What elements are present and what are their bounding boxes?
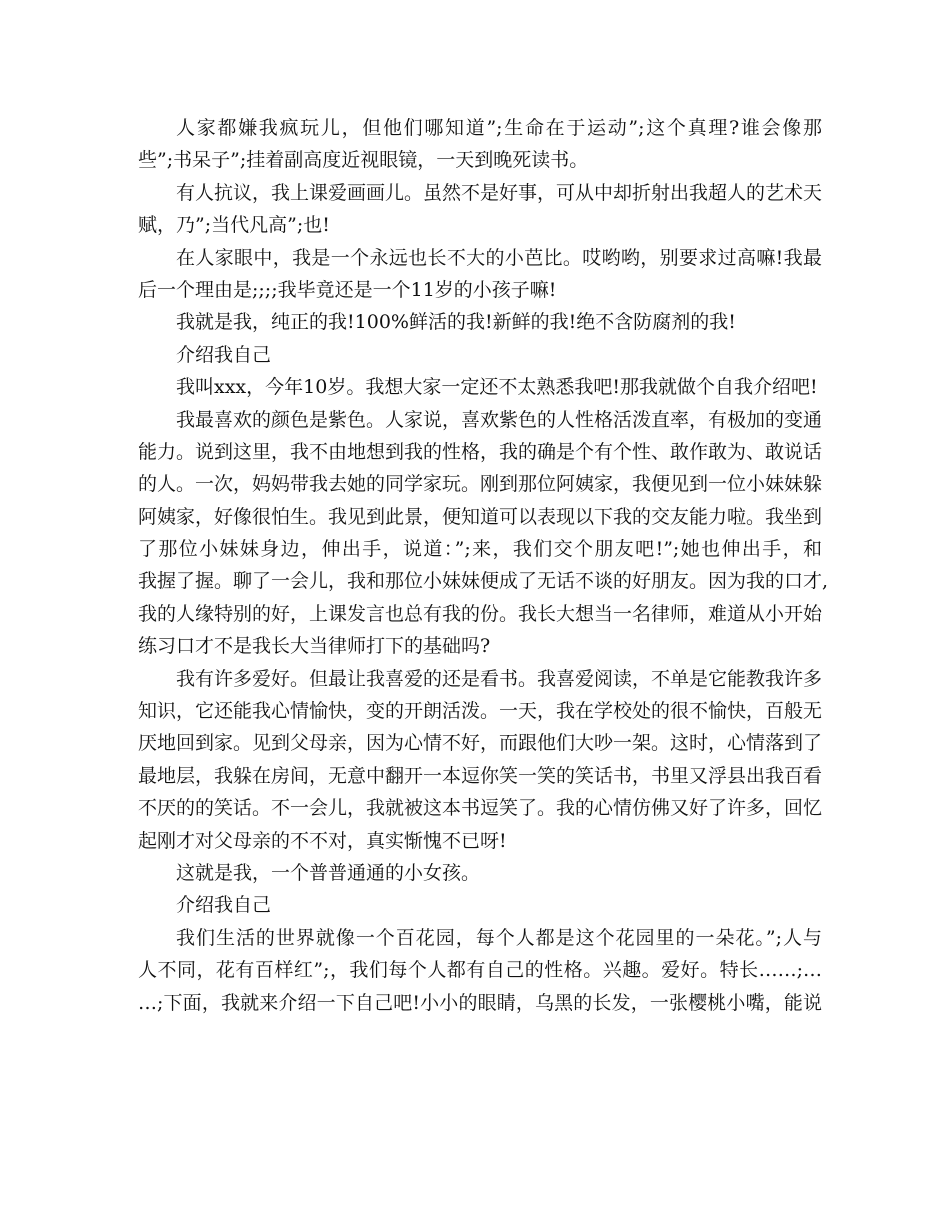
text-line: 最地层，我躲在房间，无意中翻开一本逗你笑一笑的笑话书，书里又浮县出我百看 xyxy=(138,764,823,787)
text-line: 阿姨家，好像很怕生。我见到此景，便知道可以表现以下我的交友能力啦。我坐到 xyxy=(138,505,823,528)
section-heading: 介绍我自己 xyxy=(176,894,272,917)
text-line: 人不同，花有百样红”;，我们每个人都有自己的性格。兴趣。爱好。特长……;… xyxy=(138,959,822,982)
text-line: 起刚才对父母亲的不不对，真实惭愧不已呀! xyxy=(138,829,507,852)
text-line: 了那位小妹妹身边，伸出手，说道：”;来，我们交个朋友吧!”;她也伸出手，和 xyxy=(138,538,822,561)
text-line: 有人抗议，我上课爱画画儿。虽然不是好事，可从中却折射出我超人的艺术天 xyxy=(176,181,823,204)
text-line: 我就是我，纯正的我!100%鲜活的我!新鲜的我!绝不含防腐剂的我! xyxy=(176,311,736,334)
text-line: 后一个理由是;;;;我毕竟还是一个11岁的小孩子嘛! xyxy=(138,278,557,301)
text-line: 这就是我，一个普普通通的小女孩。 xyxy=(176,861,481,884)
text-line: 能力。说到这里，我不由地想到我的性格，我的确是个有个性、敢作敢为、敢说话 xyxy=(138,440,823,463)
text-line: 我的人缘特别的好，上课发言也总有我的份。我长大想当一名律师，难道从小开始 xyxy=(138,602,823,625)
text-line: 我最喜欢的颜色是紫色。人家说，喜欢紫色的人性格活泼直率，有极加的变通 xyxy=(176,408,823,431)
text-line: 练习口才不是我长大当律师打下的基础吗? xyxy=(138,635,491,658)
text-line: 我叫xxx，今年10岁。我想大家一定还不太熟悉我吧!那我就做个自我介绍吧! xyxy=(176,376,818,399)
text-line: 我握了握。聊了一会儿，我和那位小妹妹便成了无话不谈的好朋友。因为我的口才, xyxy=(138,570,829,593)
text-line: 不厌的的笑话。不一会儿，我就被这本书逗笑了。我的心情仿佛又好了许多，回忆 xyxy=(138,797,823,820)
text-line: 的人。一次，妈妈带我去她的同学家玩。刚到那位阿姨家，我便见到一位小妹妹躲 xyxy=(138,473,823,496)
text-line: 我有许多爱好。但最让我喜爱的还是看书。我喜爱阅读，不单是它能教我许多 xyxy=(176,667,823,690)
text-line: 我们生活的世界就像一个百花园，每个人都是这个花园里的一朵花。”;人与 xyxy=(176,926,822,949)
text-line: 赋，乃”;当代凡高”;也! xyxy=(138,214,330,237)
text-line: 人家都嫌我疯玩儿，但他们哪知道”;生命在于运动”;这个真理?谁会像那 xyxy=(176,117,822,139)
text-line: …;下面，我就来介绍一下自己吧!小小的眼睛，乌黑的长发，一张樱桃小嘴，能说 xyxy=(138,991,822,1014)
text-line: 知识，它还能我心情愉快，变的开朗活泼。一天，我在学校处的很不愉快，百般无 xyxy=(138,700,823,723)
section-heading: 介绍我自己 xyxy=(176,343,272,366)
text-line: 厌地回到家。见到父母亲，因为心情不好，而跟他们大吵一架。这时，心情落到了 xyxy=(138,732,823,755)
document-body xyxy=(138,112,829,1019)
text-line: 在人家眼中，我是一个永远也长不大的小芭比。哎哟哟，别要求过高嘛!我最 xyxy=(176,246,822,269)
text-line: 些”;书呆子”;挂着副高度近视眼镜，一天到晚死读书。 xyxy=(138,149,589,172)
